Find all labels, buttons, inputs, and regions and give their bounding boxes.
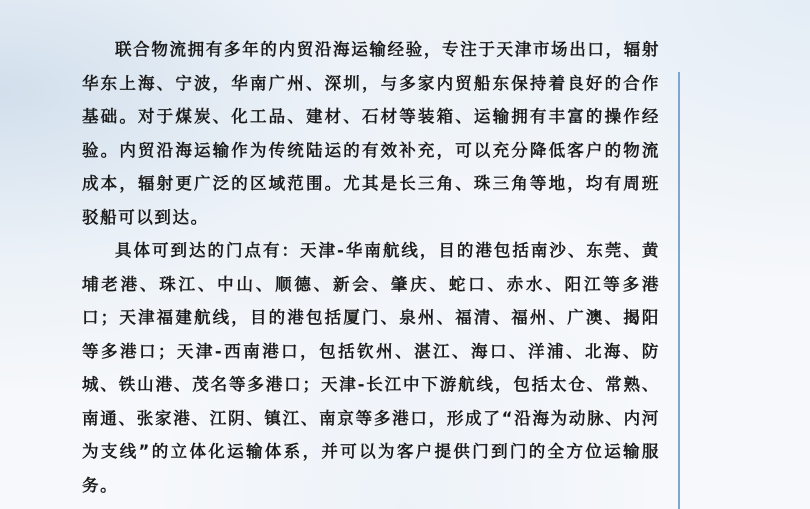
vertical-divider xyxy=(678,72,680,509)
paragraph-intro: 联合物流拥有多年的内贸沿海运输经验，专注于天津市场出口，辐射华东上海、宁波，华南广州、深圳，与多家内贸船东保持着良好的合作基础。对于煤炭、化工品、建材、石材等装箱、运输拥有丰富的操作经验。内贸沿海运输作为传统陆运的有效补充，可以充分降低客户的物流成本，辐射更广泛的区域范围。尤其是长三角、珠三角等地，均有周班驳船可以到达。 xyxy=(82,40,660,227)
article-body xyxy=(82,33,660,502)
paragraph-routes: 具体可到达的门点有：天津-华南航线，目的港包括南沙、东莞、黄埔老港、珠江、中山、顺德、新会、肇庆、蛇口、赤水、阳江等多港口；天津福建航线，目的港包括厦门、泉州、福清、福州、广澳、揭阳等多港口；天津-西南港口，包括钦州、湛江、海口、洋浦、北海、防城、铁山港、茂名等多港口；天津-长江中下游航线，包括太仓、常熟、南通、张家港、江阴、镇江、南京等多港口，形成了“沿海为动脉、内河为支线”的立体化运输体系，并可以为客户提供门到门的全方位运输服务。 xyxy=(82,241,660,495)
